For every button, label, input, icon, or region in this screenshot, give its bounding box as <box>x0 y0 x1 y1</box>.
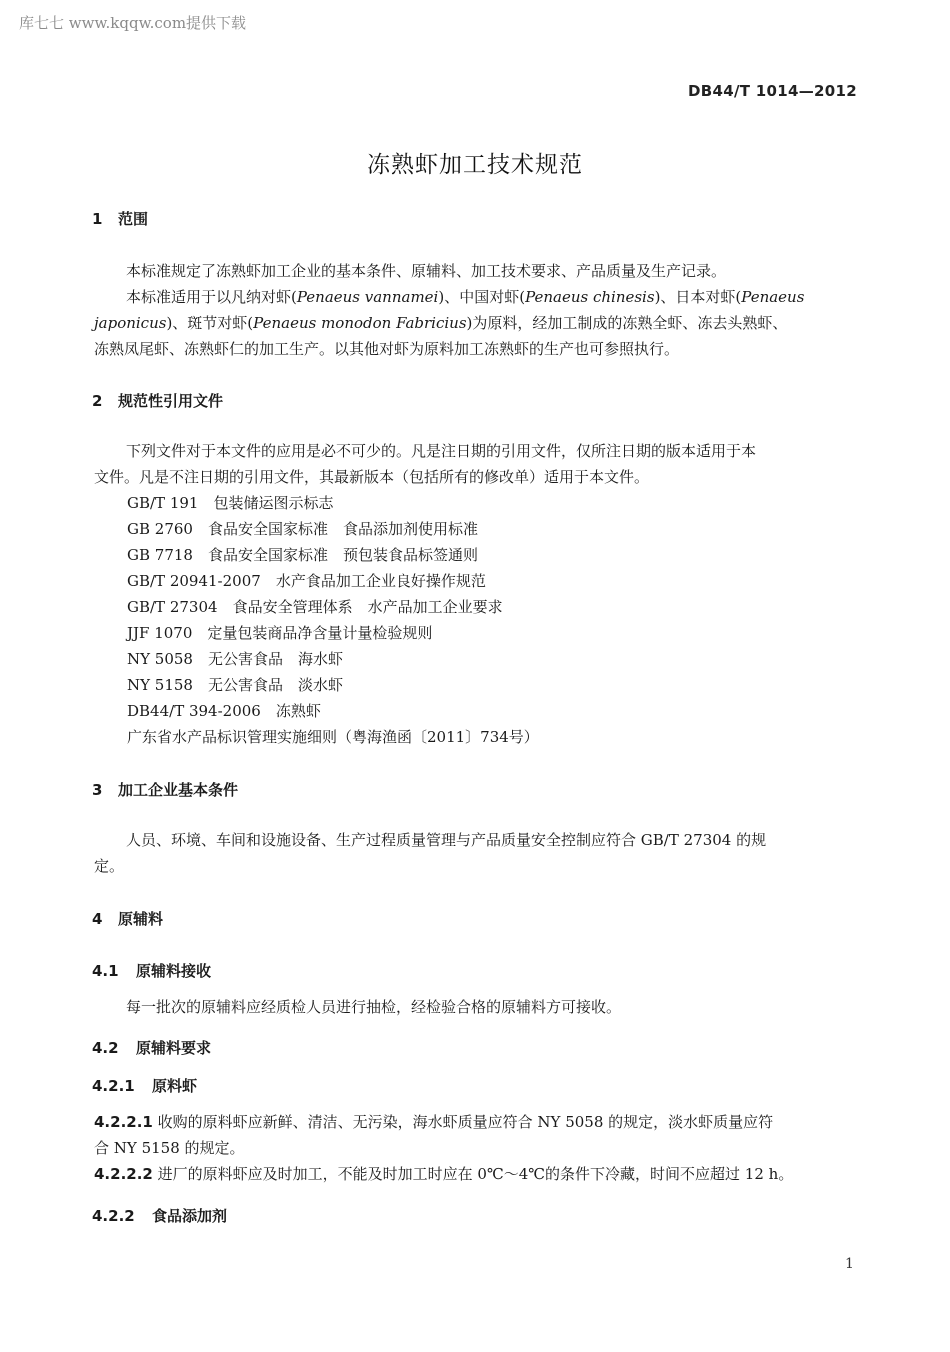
reference-title: 食品安全管理体系 水产品加工企业要求 <box>232 598 503 616</box>
section-3-heading <box>92 779 238 800</box>
clause-4-2-2-2 <box>94 1161 874 1187</box>
section-4-2-heading <box>92 1037 211 1058</box>
page-number: 1 <box>845 1256 854 1272</box>
section-1-body <box>94 258 860 362</box>
section-title: 原辅料 <box>118 910 164 928</box>
section-4-1-body: 每一批次的原辅料应经质检人员进行抽检，经检验合格的原辅料方可接收。 <box>126 998 622 1016</box>
reference-code: JJF 1070 <box>127 624 193 642</box>
section-number: 4.2.2 <box>92 1207 135 1225</box>
scope-paragraph-2: 本标准适用于以凡纳对虾(Penaeus vannamei)、中国对虾(Penaeus chinesis)、日本对虾(Penaeus <box>126 288 805 306</box>
reference-title: 水产食品加工企业良好操作规范 <box>275 572 486 590</box>
reference-code: GB/T 191 <box>127 494 199 512</box>
reference-title: 食品安全国家标准 预包装食品标签通则 <box>207 546 478 564</box>
reference-item <box>127 620 539 646</box>
reference-code: GB 2760 <box>127 520 193 538</box>
clause-text: 进厂的原料虾应及时加工，不能及时加工时应在 0℃～4℃的条件下冷藏，时间不应超过 12 h。 <box>157 1165 794 1183</box>
reference-item <box>127 646 539 672</box>
reference-item <box>127 568 539 594</box>
species-latin-name: Penaeus vannamei <box>296 288 439 306</box>
reference-item <box>127 672 539 698</box>
reference-title: 包装储运图示标志 <box>213 494 334 512</box>
section-number: 1 <box>92 210 103 228</box>
reference-item <box>127 698 539 724</box>
reference-item <box>127 542 539 568</box>
section-title: 规范性引用文件 <box>118 392 224 410</box>
clause-number: 4.2.2.1 <box>94 1113 153 1131</box>
clause-4-2-2-1 <box>94 1109 860 1161</box>
section-4-heading <box>92 908 163 929</box>
reference-item <box>127 490 539 516</box>
section-title: 原辅料接收 <box>136 962 212 980</box>
reference-title: 无公害食品 海水虾 <box>208 650 344 668</box>
conditions-line-1: 人员、环境、车间和设施设备、生产过程质量管理与产品质量安全控制应符合 GB/T 27304 的规 <box>126 831 767 849</box>
species-latin-name: Penaeus monodon Fabricius <box>253 314 467 332</box>
section-number: 4.1 <box>92 962 119 980</box>
section-3-body <box>94 827 860 879</box>
reference-item <box>127 594 539 620</box>
section-title: 食品添加剂 <box>152 1207 228 1225</box>
section-number: 3 <box>92 781 103 799</box>
clause-text: 收购的原料虾应新鲜、清洁、无污染，海水虾质量应符合 NY 5058 的规定，淡水虾质量应符 <box>157 1113 774 1131</box>
reference-title: 冻熟虾 <box>275 702 321 720</box>
reference-code: NY 5158 <box>127 676 193 694</box>
section-number: 4 <box>92 910 103 928</box>
reference-title: 无公害食品 淡水虾 <box>208 676 344 694</box>
standard-code: DB44/T 1014—2012 <box>688 82 857 100</box>
normative-references-list <box>127 490 539 750</box>
document-title: 冻熟虾加工技术规范 <box>367 152 583 178</box>
section-title: 原料虾 <box>152 1077 198 1095</box>
section-title: 加工企业基本条件 <box>118 781 239 799</box>
section-number: 4.2 <box>92 1039 119 1057</box>
species-latin-name: Penaeus <box>741 288 805 306</box>
scope-paragraph-2-cont: japonicus)、斑节对虾(Penaeus monodon Fabricius)为原料，经加工制成的冻熟全虾、冻去头熟虾、 <box>94 314 788 332</box>
scope-paragraph-1: 本标准规定了冻熟虾加工企业的基本条件、原辅料、加工技术要求、产品质量及生产记录。 <box>126 262 727 280</box>
section-4-2-2-heading <box>92 1205 227 1226</box>
reference-item <box>127 724 539 750</box>
reference-title: 定量包装商品净含量计量检验规则 <box>207 624 433 642</box>
section-title: 原辅料要求 <box>136 1039 212 1057</box>
reference-code: NY 5058 <box>127 650 193 668</box>
section-2-heading <box>92 390 223 411</box>
clause-text-cont: 合 NY 5158 的规定。 <box>94 1139 245 1157</box>
intro-line-1: 下列文件对于本文件的应用是必不可少的。凡是注日期的引用文件，仅所注日期的版本适用于本 <box>126 442 757 460</box>
section-2-intro <box>94 438 860 490</box>
scope-paragraph-2-end: 冻熟凤尾虾、冻熟虾仁的加工生产。以其他对虾为原料加工冻熟虾的生产也可参照执行。 <box>94 340 680 358</box>
section-number: 2 <box>92 392 103 410</box>
species-latin-name: japonicus <box>94 314 167 332</box>
reference-code: DB44/T 394-2006 <box>127 702 261 720</box>
section-number: 4.2.1 <box>92 1077 135 1095</box>
reference-item <box>127 516 539 542</box>
reference-code: GB/T 27304 <box>127 598 218 616</box>
species-latin-name: Penaeus chinesis <box>525 288 655 306</box>
reference-title: 广东省水产品标识管理实施细则（粤海渔函〔2011〕734号） <box>127 728 539 746</box>
reference-code: GB 7718 <box>127 546 193 564</box>
section-title: 范围 <box>118 210 149 228</box>
section-1-heading <box>92 208 148 229</box>
conditions-line-2: 定。 <box>94 857 125 875</box>
reference-title: 食品安全国家标准 食品添加剂使用标准 <box>207 520 478 538</box>
intro-line-2: 文件。凡是不注日期的引用文件，其最新版本（包括所有的修改单）适用于本文件。 <box>94 468 650 486</box>
section-4-2-1-heading <box>92 1075 197 1096</box>
clause-number: 4.2.2.2 <box>94 1165 153 1183</box>
watermark-text: 库七七 www.kqqw.com提供下载 <box>19 14 247 32</box>
section-4-1-heading <box>92 960 211 981</box>
reference-code: GB/T 20941-2007 <box>127 572 261 590</box>
